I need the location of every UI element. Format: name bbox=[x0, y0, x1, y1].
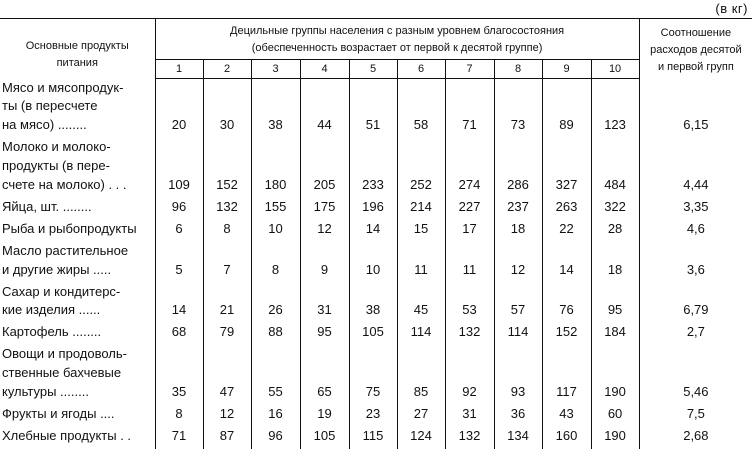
value-cell: 175 bbox=[300, 198, 349, 220]
value-cell: 23 bbox=[349, 405, 397, 427]
table-row bbox=[0, 79, 752, 139]
value-cell: 14 bbox=[542, 242, 591, 283]
value-cell: 11 bbox=[397, 242, 445, 283]
product-name-cell bbox=[0, 427, 155, 449]
value-cell: 252 bbox=[397, 138, 445, 198]
value-cell: 152 bbox=[542, 323, 591, 345]
ratio-cell: 6,15 bbox=[639, 79, 752, 139]
value-cell: 205 bbox=[300, 138, 349, 198]
value-cell: 28 bbox=[591, 220, 639, 242]
value-cell: 5 bbox=[155, 242, 203, 283]
product-name-line: Молоко и молоко- bbox=[2, 139, 111, 155]
ratio-cell: 4,44 bbox=[639, 138, 752, 198]
product-name-cell bbox=[0, 323, 155, 345]
group-number: 7 bbox=[445, 60, 494, 79]
value-cell: 55 bbox=[251, 345, 300, 405]
value-cell: 11 bbox=[445, 242, 494, 283]
value-cell: 71 bbox=[445, 79, 494, 139]
value-cell: 132 bbox=[445, 323, 494, 345]
value-cell: 89 bbox=[542, 79, 591, 139]
value-cell: 73 bbox=[494, 79, 542, 139]
product-name-line: Картофель ........ bbox=[2, 324, 102, 340]
value-cell: 190 bbox=[591, 345, 639, 405]
value-cell: 76 bbox=[542, 283, 591, 324]
group-number: 2 bbox=[203, 60, 251, 79]
value-cell: 263 bbox=[542, 198, 591, 220]
ratio-cell: 3,6 bbox=[639, 242, 752, 283]
value-cell: 184 bbox=[591, 323, 639, 345]
value-cell: 160 bbox=[542, 427, 591, 449]
value-cell: 8 bbox=[251, 242, 300, 283]
product-name-cell bbox=[0, 79, 155, 139]
value-cell: 10 bbox=[349, 242, 397, 283]
value-cell: 35 bbox=[155, 345, 203, 405]
value-cell: 60 bbox=[591, 405, 639, 427]
value-cell: 15 bbox=[397, 220, 445, 242]
value-cell: 484 bbox=[591, 138, 639, 198]
value-cell: 44 bbox=[300, 79, 349, 139]
value-cell: 237 bbox=[494, 198, 542, 220]
product-name-line: продукты (в пере- bbox=[2, 158, 110, 174]
product-name-cell bbox=[0, 198, 155, 220]
value-cell: 7 bbox=[203, 242, 251, 283]
value-cell: 71 bbox=[155, 427, 203, 449]
value-cell: 96 bbox=[155, 198, 203, 220]
value-cell: 57 bbox=[494, 283, 542, 324]
value-cell: 114 bbox=[494, 323, 542, 345]
value-cell: 8 bbox=[203, 220, 251, 242]
value-cell: 47 bbox=[203, 345, 251, 405]
table-row bbox=[0, 242, 752, 283]
value-cell: 26 bbox=[251, 283, 300, 324]
value-cell: 95 bbox=[300, 323, 349, 345]
ratio-cell: 5,46 bbox=[639, 345, 752, 405]
value-cell: 43 bbox=[542, 405, 591, 427]
value-cell: 115 bbox=[349, 427, 397, 449]
value-cell: 233 bbox=[349, 138, 397, 198]
value-cell: 132 bbox=[203, 198, 251, 220]
value-cell: 190 bbox=[591, 427, 639, 449]
product-name-line: Сахар и кондитерс- bbox=[2, 283, 121, 299]
product-name-cell bbox=[0, 242, 155, 283]
value-cell: 134 bbox=[494, 427, 542, 449]
value-cell: 155 bbox=[251, 198, 300, 220]
table-row bbox=[0, 405, 752, 427]
product-name-line: Яйца, шт. ........ bbox=[2, 198, 92, 214]
value-cell: 14 bbox=[155, 283, 203, 324]
value-cell: 31 bbox=[445, 405, 494, 427]
product-name-line: кие изделия ...... bbox=[2, 302, 101, 318]
product-name-cell bbox=[0, 345, 155, 405]
unit-label: (в кг) bbox=[715, 1, 748, 16]
table-row bbox=[0, 198, 752, 220]
product-name-cell bbox=[0, 283, 155, 324]
table-body bbox=[0, 79, 752, 449]
value-cell: 114 bbox=[397, 323, 445, 345]
value-cell: 36 bbox=[494, 405, 542, 427]
value-cell: 105 bbox=[300, 427, 349, 449]
value-cell: 327 bbox=[542, 138, 591, 198]
value-cell: 79 bbox=[203, 323, 251, 345]
value-cell: 196 bbox=[349, 198, 397, 220]
product-name-line: Масло растительное bbox=[2, 242, 129, 258]
table-row bbox=[0, 345, 752, 405]
table-row bbox=[0, 220, 752, 242]
ratio-cell: 2,7 bbox=[639, 323, 752, 345]
value-cell: 18 bbox=[591, 242, 639, 283]
table-row bbox=[0, 283, 752, 324]
ratio-cell: 6,79 bbox=[639, 283, 752, 324]
group-number: 5 bbox=[349, 60, 397, 79]
group-number: 6 bbox=[397, 60, 445, 79]
value-cell: 85 bbox=[397, 345, 445, 405]
group-number: 8 bbox=[494, 60, 542, 79]
value-cell: 214 bbox=[397, 198, 445, 220]
group-number: 1 bbox=[155, 60, 203, 79]
value-cell: 87 bbox=[203, 427, 251, 449]
table-row bbox=[0, 427, 752, 449]
value-cell: 10 bbox=[251, 220, 300, 242]
product-name-line: и другие жиры ..... bbox=[2, 261, 112, 277]
ratio-cell: 2,68 bbox=[639, 427, 752, 449]
value-cell: 152 bbox=[203, 138, 251, 198]
group-number: 3 bbox=[251, 60, 300, 79]
value-cell: 123 bbox=[591, 79, 639, 139]
product-name-cell bbox=[0, 220, 155, 242]
value-cell: 6 bbox=[155, 220, 203, 242]
value-cell: 109 bbox=[155, 138, 203, 198]
value-cell: 20 bbox=[155, 79, 203, 139]
ratio-column-header: Соотношение расходов десятой и первой групп bbox=[639, 19, 752, 79]
product-name-line: Мясо и мясопродук- bbox=[2, 79, 124, 95]
table-row bbox=[0, 323, 752, 345]
product-name-line: культуры ........ bbox=[2, 384, 89, 400]
product-name-cell bbox=[0, 138, 155, 198]
value-cell: 227 bbox=[445, 198, 494, 220]
value-cell: 95 bbox=[591, 283, 639, 324]
value-cell: 12 bbox=[300, 220, 349, 242]
value-cell: 9 bbox=[300, 242, 349, 283]
product-column-header: Основные продукты питания bbox=[0, 19, 155, 79]
value-cell: 96 bbox=[251, 427, 300, 449]
value-cell: 117 bbox=[542, 345, 591, 405]
value-cell: 93 bbox=[494, 345, 542, 405]
value-cell: 38 bbox=[251, 79, 300, 139]
product-name-line: Овощи и продоволь- bbox=[2, 346, 127, 362]
value-cell: 58 bbox=[397, 79, 445, 139]
value-cell: 45 bbox=[397, 283, 445, 324]
value-cell: 180 bbox=[251, 138, 300, 198]
value-cell: 19 bbox=[300, 405, 349, 427]
value-cell: 92 bbox=[445, 345, 494, 405]
value-cell: 30 bbox=[203, 79, 251, 139]
value-cell: 18 bbox=[494, 220, 542, 242]
value-cell: 53 bbox=[445, 283, 494, 324]
product-name-line: счете на молоко) . . . bbox=[2, 177, 127, 193]
value-cell: 124 bbox=[397, 427, 445, 449]
value-cell: 75 bbox=[349, 345, 397, 405]
value-cell: 132 bbox=[445, 427, 494, 449]
value-cell: 12 bbox=[203, 405, 251, 427]
ratio-cell: 3,35 bbox=[639, 198, 752, 220]
value-cell: 38 bbox=[349, 283, 397, 324]
product-name-line: Фрукты и ягоды .... bbox=[2, 406, 115, 421]
product-name-line: ты (в пересчете bbox=[2, 98, 98, 114]
ratio-cell: 4,6 bbox=[639, 220, 752, 242]
product-name-line: ственные бахчевые bbox=[2, 365, 122, 381]
group-number: 9 bbox=[542, 60, 591, 79]
group-number: 4 bbox=[300, 60, 349, 79]
value-cell: 14 bbox=[349, 220, 397, 242]
value-cell: 105 bbox=[349, 323, 397, 345]
value-cell: 16 bbox=[251, 405, 300, 427]
product-name-cell bbox=[0, 405, 155, 427]
value-cell: 65 bbox=[300, 345, 349, 405]
ratio-cell: 7,5 bbox=[639, 405, 752, 427]
value-cell: 88 bbox=[251, 323, 300, 345]
value-cell: 21 bbox=[203, 283, 251, 324]
value-cell: 17 bbox=[445, 220, 494, 242]
value-cell: 274 bbox=[445, 138, 494, 198]
group-number: 10 bbox=[591, 60, 639, 79]
consumption-table bbox=[0, 18, 752, 449]
decile-groups-header: Децильные группы населения с разным уровнем благосостояния (обеспеченность возрастает от первой к десятой группе) bbox=[155, 19, 639, 60]
value-cell: 51 bbox=[349, 79, 397, 139]
value-cell: 31 bbox=[300, 283, 349, 324]
value-cell: 68 bbox=[155, 323, 203, 345]
product-name-line: Хлебные продукты . . bbox=[2, 427, 132, 443]
value-cell: 22 bbox=[542, 220, 591, 242]
value-cell: 27 bbox=[397, 405, 445, 427]
table-row bbox=[0, 138, 752, 198]
product-name-line: на мясо) ........ bbox=[2, 117, 87, 133]
product-name-line: Рыба и рыбопродукты bbox=[2, 220, 137, 236]
value-cell: 286 bbox=[494, 138, 542, 198]
value-cell: 322 bbox=[591, 198, 639, 220]
value-cell: 12 bbox=[494, 242, 542, 283]
value-cell: 8 bbox=[155, 405, 203, 427]
